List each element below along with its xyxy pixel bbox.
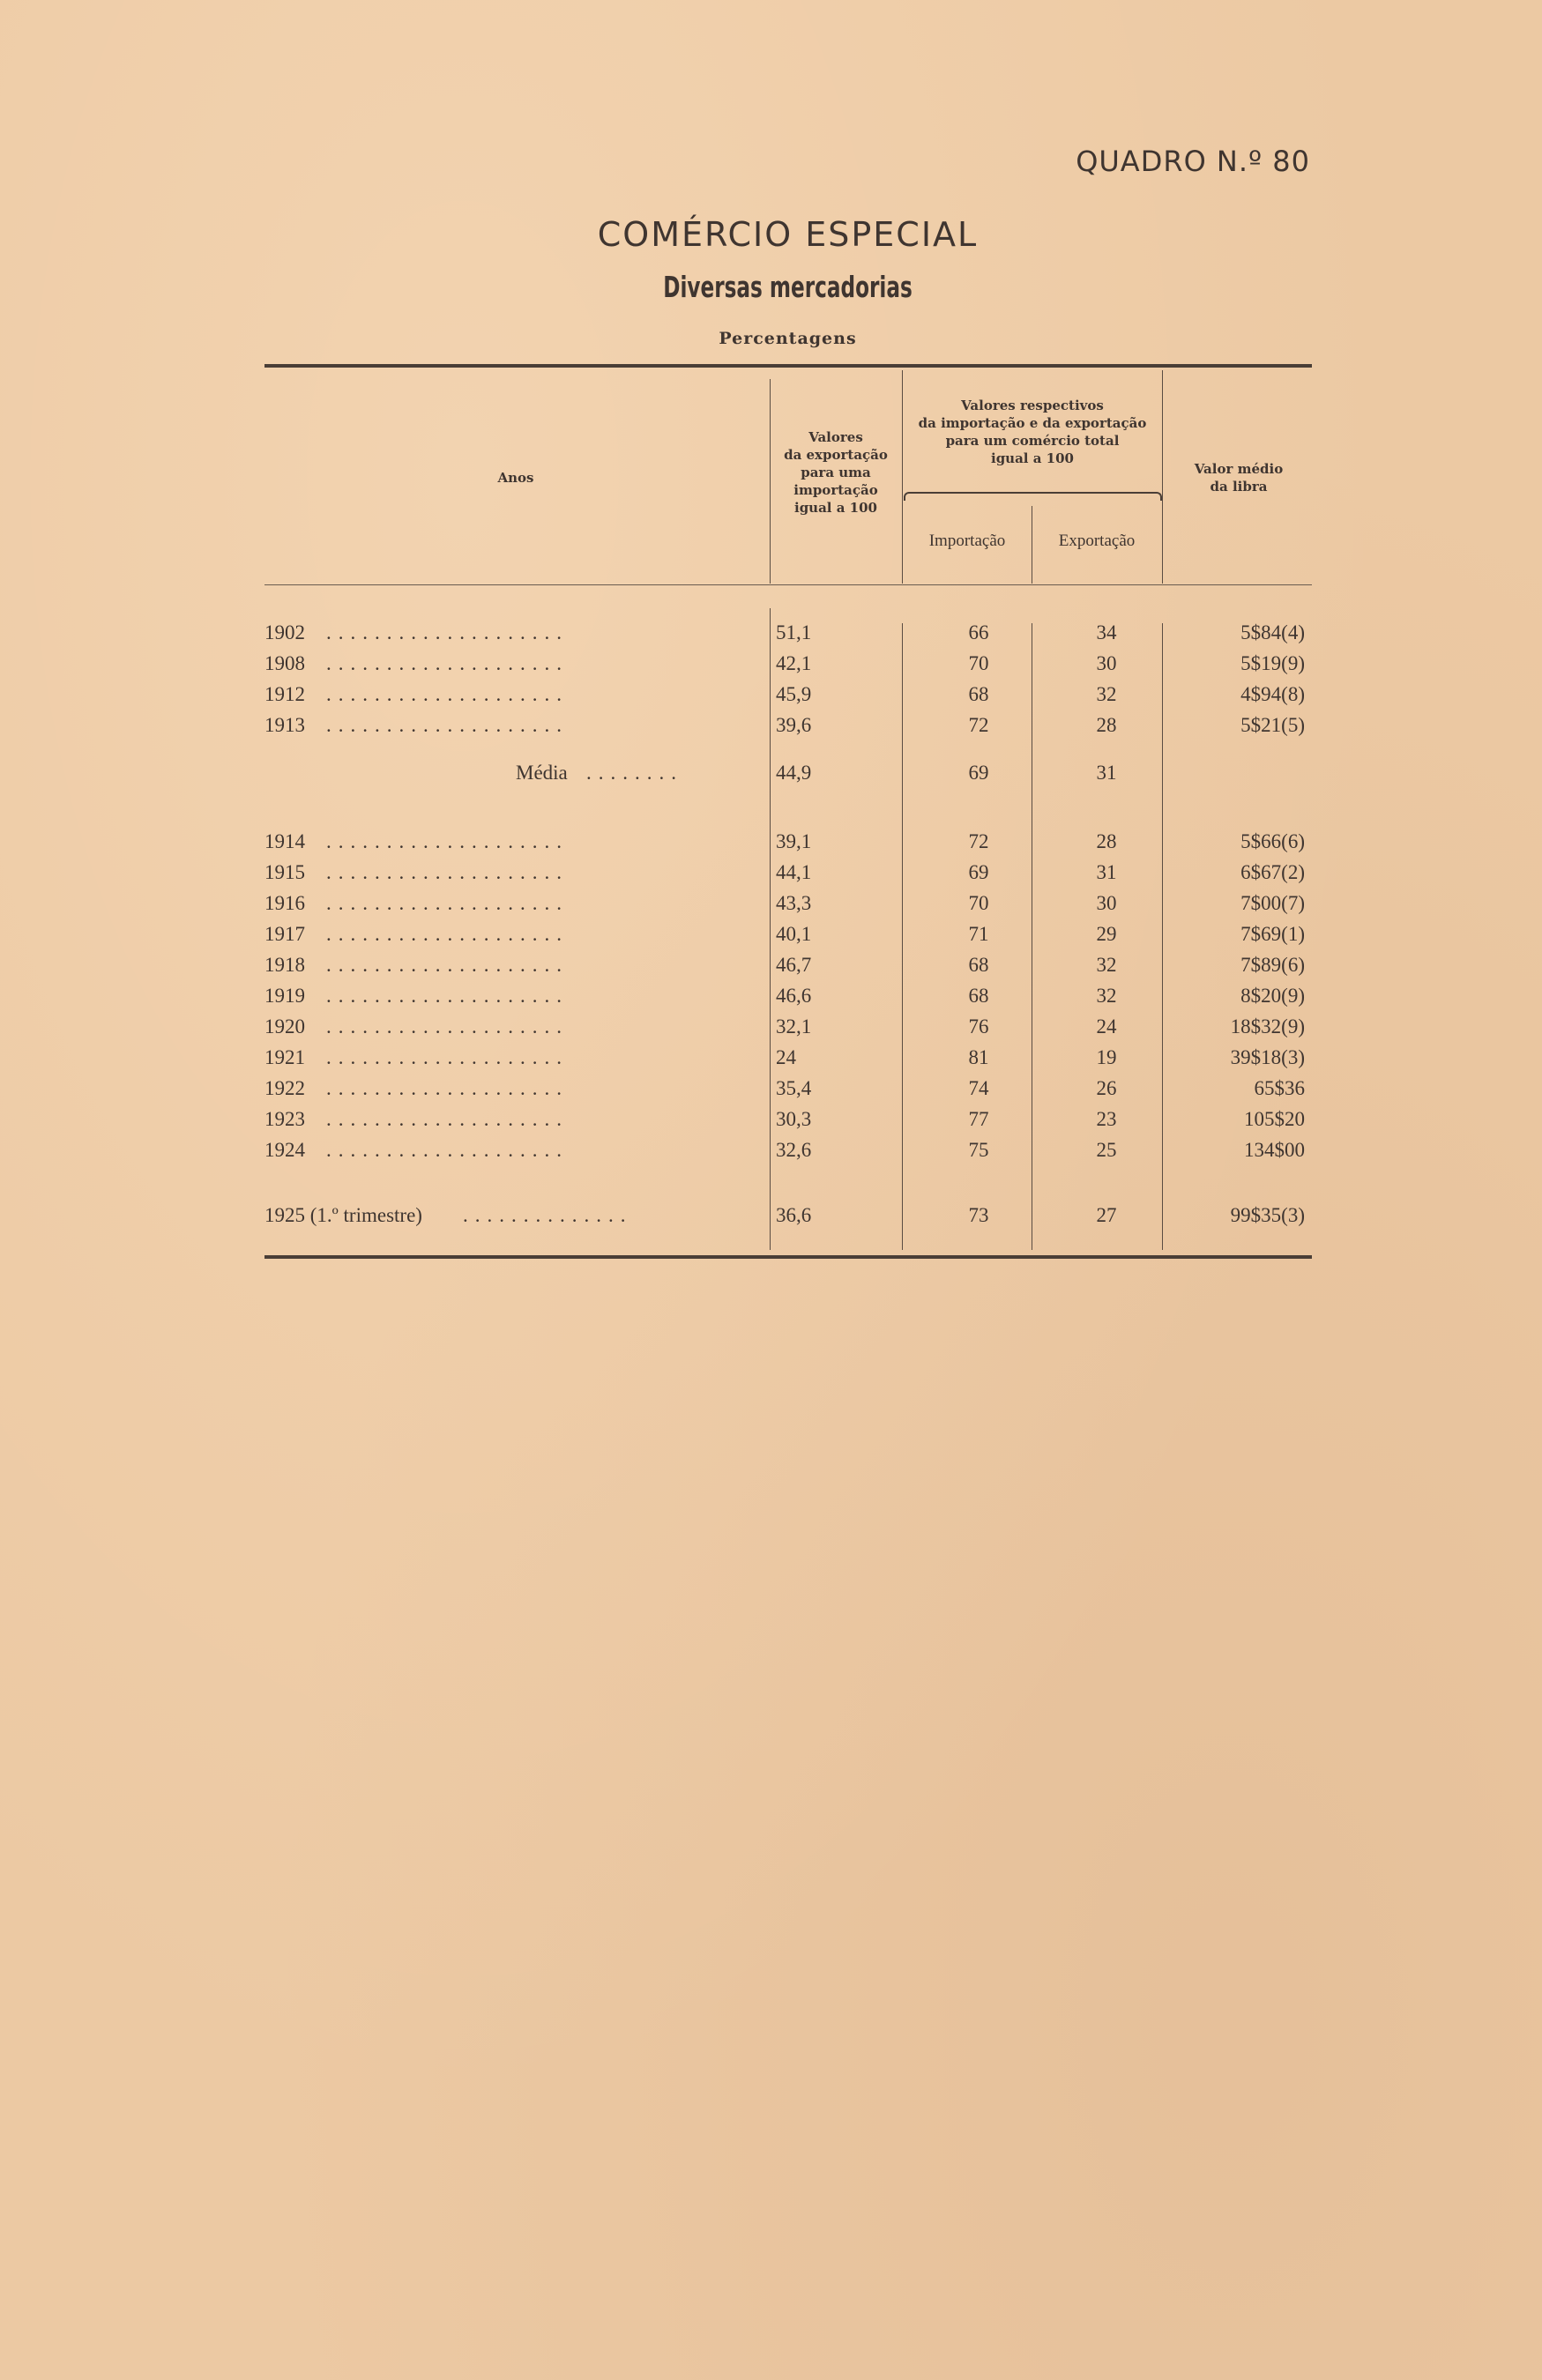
header-bottom-rule xyxy=(264,584,1312,585)
exp-value: 51,1 xyxy=(776,621,812,643)
table-number: QUADRO N.º 80 xyxy=(1076,145,1310,178)
exportacao-value: 29 xyxy=(1096,923,1117,945)
table-row xyxy=(264,683,1312,713)
libra-value: 65$36 xyxy=(1254,1077,1305,1099)
table-row xyxy=(264,1077,1312,1107)
year-cell: 1912 xyxy=(264,683,305,705)
importacao-value: 70 xyxy=(968,652,989,674)
year-cell: 1922 xyxy=(264,1077,305,1099)
exportacao-value: 26 xyxy=(1096,1077,1117,1099)
table-row xyxy=(264,954,1312,984)
page-title: COMÉRCIO ESPECIAL xyxy=(597,215,979,254)
exp-value: 32,6 xyxy=(776,1139,812,1161)
importacao-value: 68 xyxy=(968,985,989,1007)
importacao-value: 77 xyxy=(968,1108,989,1130)
leader-dots: ........ xyxy=(586,762,683,784)
header-divider-2 xyxy=(902,370,903,584)
exportacao-value: 34 xyxy=(1096,621,1117,643)
exportacao-value: 23 xyxy=(1096,1108,1117,1130)
table-row xyxy=(264,714,1312,744)
year-cell: 1925 (1.º trimestre) xyxy=(264,1204,422,1226)
leader-dots: .................... xyxy=(326,1015,569,1038)
table-row xyxy=(264,892,1312,922)
bottom-rule xyxy=(264,1255,1312,1259)
header-valores-respectivos: Valores respectivos da importação e da exportação para um comércio total igual a 100 xyxy=(918,398,1147,466)
exportacao-value: 19 xyxy=(1096,1046,1117,1068)
exp-value: 44,9 xyxy=(776,762,812,784)
exp-value: 36,6 xyxy=(776,1204,812,1226)
exp-value: 40,1 xyxy=(776,923,812,945)
year-cell: 1919 xyxy=(264,985,305,1007)
year-cell: 1914 xyxy=(264,830,305,852)
libra-value: 7$89(6) xyxy=(1240,954,1305,976)
exp-value: 45,9 xyxy=(776,683,812,705)
exportacao-value: 24 xyxy=(1096,1015,1117,1038)
leader-dots: .................... xyxy=(326,652,569,674)
year-cell: 1918 xyxy=(264,954,305,976)
exportacao-value: 27 xyxy=(1096,1204,1117,1226)
libra-value: 6$67(2) xyxy=(1240,861,1305,883)
header-importacao: Importação xyxy=(928,532,1006,550)
exp-value: 44,1 xyxy=(776,861,812,883)
importacao-value: 75 xyxy=(968,1139,989,1161)
header-brace xyxy=(904,492,1162,501)
exp-value: 46,7 xyxy=(776,954,812,976)
exp-value: 30,3 xyxy=(776,1108,812,1130)
importacao-value: 69 xyxy=(968,762,989,784)
table-row xyxy=(264,985,1312,1015)
table-row xyxy=(264,1046,1312,1076)
leader-dots: .................... xyxy=(326,923,569,945)
importacao-value: 73 xyxy=(968,1204,989,1226)
leader-dots: .................... xyxy=(326,621,569,643)
importacao-value: 76 xyxy=(968,1015,989,1038)
header-divider-4 xyxy=(1162,370,1163,584)
leader-dots: .................... xyxy=(326,1077,569,1099)
header-valor-libra: Valor médio da libra xyxy=(1194,461,1284,495)
exportacao-value: 30 xyxy=(1096,892,1117,914)
libra-value: 105$20 xyxy=(1244,1108,1305,1130)
table-row xyxy=(264,1108,1312,1138)
libra-value: 39$18(3) xyxy=(1230,1046,1305,1068)
table-row xyxy=(264,830,1312,860)
header-valores-exportacao: Valores da exportação para uma importação igual a 100 xyxy=(784,429,888,516)
importacao-value: 81 xyxy=(968,1046,989,1068)
exportacao-value: 28 xyxy=(1096,830,1117,852)
leader-dots: .................... xyxy=(326,683,569,705)
header-divider-1 xyxy=(770,379,771,584)
year-cell: 1921 xyxy=(264,1046,305,1068)
year-cell: 1913 xyxy=(264,714,305,736)
leader-dots: .................... xyxy=(326,861,569,883)
leader-dots: .................... xyxy=(326,892,569,914)
exportacao-value: 32 xyxy=(1096,985,1117,1007)
importacao-value: 66 xyxy=(968,621,989,643)
libra-value: 4$94(8) xyxy=(1240,683,1305,705)
leader-dots: .................... xyxy=(326,830,569,852)
year-cell: 1923 xyxy=(264,1108,305,1130)
importacao-value: 69 xyxy=(968,861,989,883)
importacao-value: 72 xyxy=(968,830,989,852)
importacao-value: 71 xyxy=(968,923,989,945)
year-cell: 1916 xyxy=(264,892,305,914)
table-row xyxy=(264,1139,1312,1169)
exp-value: 24 xyxy=(776,1046,796,1068)
exp-value: 42,1 xyxy=(776,652,812,674)
media-label: Média xyxy=(516,762,568,784)
libra-value: 134$00 xyxy=(1244,1139,1305,1161)
leader-dots: .................... xyxy=(326,954,569,976)
libra-value: 7$00(7) xyxy=(1240,892,1305,914)
leader-dots: .................... xyxy=(326,1108,569,1130)
exportacao-value: 32 xyxy=(1096,954,1117,976)
libra-value: 18$32(9) xyxy=(1230,1015,1305,1038)
exportacao-value: 25 xyxy=(1096,1139,1117,1161)
libra-value: 7$69(1) xyxy=(1240,923,1305,945)
leader-dots: .................... xyxy=(326,1046,569,1068)
exp-value: 39,1 xyxy=(776,830,812,852)
year-cell: 1917 xyxy=(264,923,305,945)
exportacao-value: 32 xyxy=(1096,683,1117,705)
year-cell: 1920 xyxy=(264,1015,305,1038)
exp-value: 32,1 xyxy=(776,1015,812,1038)
importacao-value: 68 xyxy=(968,683,989,705)
importacao-value: 70 xyxy=(968,892,989,914)
table-row-1925 xyxy=(264,1204,1312,1234)
header-anos: Anos xyxy=(497,470,534,486)
exp-value: 39,6 xyxy=(776,714,812,736)
exportacao-value: 28 xyxy=(1096,714,1117,736)
libra-value: 99$35(3) xyxy=(1230,1204,1305,1226)
importacao-value: 68 xyxy=(968,954,989,976)
libra-value: 5$19(9) xyxy=(1240,652,1305,674)
exportacao-value: 31 xyxy=(1096,861,1117,883)
exp-value: 35,4 xyxy=(776,1077,812,1099)
exportacao-value: 30 xyxy=(1096,652,1117,674)
table-row xyxy=(264,621,1312,651)
table-row xyxy=(264,1015,1312,1045)
exportacao-value: 31 xyxy=(1096,762,1117,784)
media-row xyxy=(264,762,1312,792)
year-cell: 1924 xyxy=(264,1139,305,1161)
exp-value: 46,6 xyxy=(776,985,812,1007)
libra-value: 5$21(5) xyxy=(1240,714,1305,736)
libra-value: 8$20(9) xyxy=(1240,985,1305,1007)
leader-dots: .................... xyxy=(326,985,569,1007)
header-exportacao: Exportação xyxy=(1058,532,1136,550)
page-subtitle: Diversas mercadorias xyxy=(663,270,913,304)
leader-dots: .............. xyxy=(463,1204,633,1226)
year-cell: 1915 xyxy=(264,861,305,883)
table-row xyxy=(264,861,1312,891)
year-cell: 1902 xyxy=(264,621,305,643)
importacao-value: 72 xyxy=(968,714,989,736)
libra-value: 5$84(4) xyxy=(1240,621,1305,643)
libra-value: 5$66(6) xyxy=(1240,830,1305,852)
table-row xyxy=(264,923,1312,953)
leader-dots: .................... xyxy=(326,714,569,736)
subheading-percentagens: Percentagens xyxy=(719,329,857,348)
exp-value: 43,3 xyxy=(776,892,812,914)
table-row xyxy=(264,652,1312,682)
leader-dots: .................... xyxy=(326,1139,569,1161)
importacao-value: 74 xyxy=(968,1077,989,1099)
top-rule xyxy=(264,364,1312,368)
year-cell: 1908 xyxy=(264,652,305,674)
